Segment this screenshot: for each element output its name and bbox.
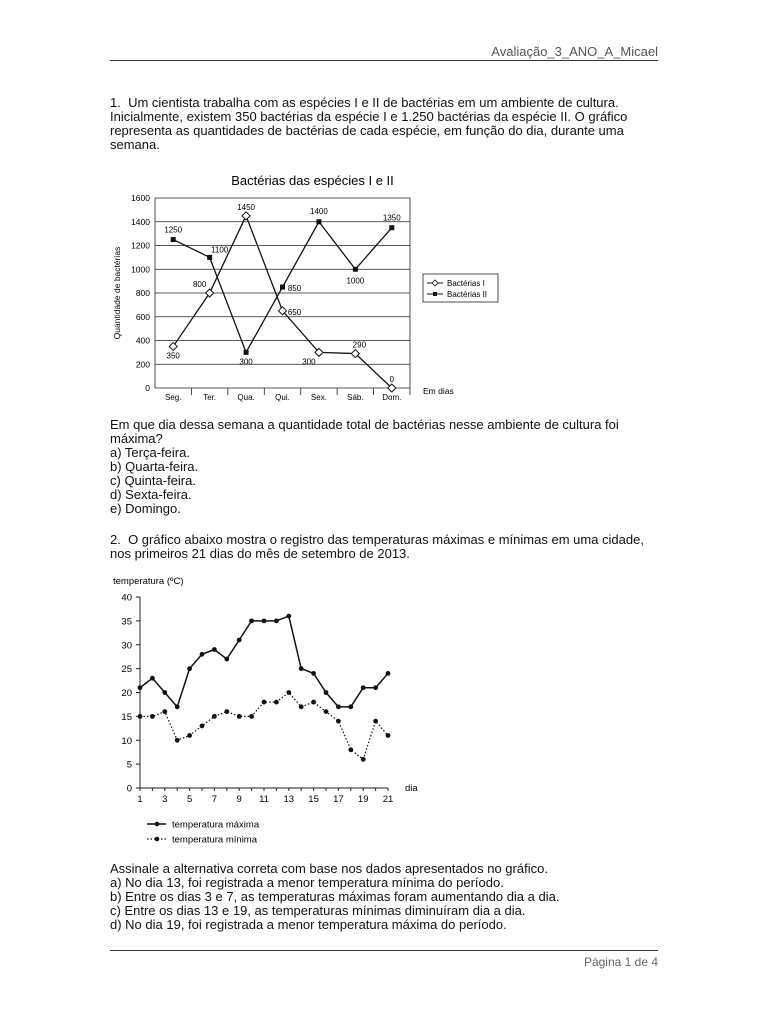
data-point-min-temperature xyxy=(175,738,180,743)
data-point-max-temperature xyxy=(187,666,192,671)
y-tick-label: 1200 xyxy=(131,240,150,251)
y-tick-label: 400 xyxy=(135,335,150,346)
q2-question-line: Assinale a alternativa correta com base nos dados apresentados no gráfico. xyxy=(110,861,548,876)
data-point-min-temperature xyxy=(249,714,254,719)
page-number: Página 1 de 4 xyxy=(583,955,658,969)
q2-line: O gráfico abaixo mostra o registro das temperaturas máximas e mínimas em uma cidade, xyxy=(128,532,644,547)
data-point-min-temperature xyxy=(162,709,167,714)
x-tick-label: Seg. xyxy=(164,393,182,402)
question-1-prompt xyxy=(110,418,658,516)
data-label: 290 xyxy=(352,340,367,350)
series-max-temperature-line xyxy=(140,616,388,707)
q1-line: Um cientista trabalha com as espécies I e II de bactérias em um ambiente de cultura. xyxy=(128,95,619,110)
q2-option-b: b) Entre os dias 3 e 7, as temperaturas máximas foram aumentando dia a dia. xyxy=(110,889,560,904)
data-point-min-temperature xyxy=(237,714,242,719)
data-point-min-temperature xyxy=(311,700,316,705)
x-tick-label: Dom. xyxy=(382,393,402,402)
data-label: 350 xyxy=(166,351,180,361)
legend-label: temperatura máxima xyxy=(172,819,260,831)
x-tick-label: Sáb. xyxy=(347,393,364,402)
data-point-bacterias-ii xyxy=(353,267,358,272)
question-2-number: 2. xyxy=(110,532,121,547)
x-tick-label: 1 xyxy=(137,794,143,805)
question-2-intro xyxy=(110,533,658,561)
data-point-min-temperature xyxy=(150,714,155,719)
data-label: 300 xyxy=(302,357,316,367)
data-point-max-temperature xyxy=(249,618,254,623)
y-tick-label: 25 xyxy=(121,664,132,676)
y-tick-label: 10 xyxy=(121,735,132,747)
data-point-bacterias-ii xyxy=(280,285,285,290)
legend-marker xyxy=(155,822,160,827)
data-point-min-temperature xyxy=(200,724,205,729)
bacteria-chart xyxy=(100,166,510,410)
data-point-min-temperature xyxy=(324,709,329,714)
q1-line: representa as quantidades de bactérias de cada espécie, em função do dia, durante uma xyxy=(110,123,624,138)
data-point-bacterias-ii xyxy=(244,350,249,355)
data-point-min-temperature xyxy=(386,733,391,738)
data-point-max-temperature xyxy=(162,690,167,695)
y-axis-label: Quantidade de bactérias xyxy=(112,246,122,340)
temperature-chart xyxy=(100,572,430,854)
q1-option-d: d) Sexta-feira. xyxy=(110,487,192,502)
data-point-max-temperature xyxy=(262,618,267,623)
data-label: 1350 xyxy=(382,213,401,223)
data-point-max-temperature xyxy=(348,704,353,709)
x-tick-label: Sex. xyxy=(310,393,327,402)
question-1-intro xyxy=(110,96,658,152)
data-point-max-temperature xyxy=(237,638,242,643)
y-tick-label: 30 xyxy=(121,640,132,652)
y-tick-label: 600 xyxy=(135,311,150,322)
data-label: 650 xyxy=(287,307,302,317)
x-tick-label: 13 xyxy=(283,794,295,805)
data-point-max-temperature xyxy=(299,666,304,671)
data-label: 1400 xyxy=(310,206,328,216)
x-tick-label: 17 xyxy=(333,794,344,805)
legend-label: temperatura mínima xyxy=(172,834,258,846)
y-tick-label: 15 xyxy=(121,711,132,723)
data-label: 800 xyxy=(192,280,207,289)
data-point-min-temperature xyxy=(348,747,353,752)
data-label: 1450 xyxy=(237,202,255,212)
q1-option-e: e) Domingo. xyxy=(110,501,181,516)
legend-marker xyxy=(433,292,437,296)
data-point-bacterias-i xyxy=(242,212,250,220)
y-tick-label: 20 xyxy=(121,688,132,699)
data-point-max-temperature xyxy=(324,690,329,695)
legend-label: Bactérias I xyxy=(447,279,485,288)
x-axis-label: Em dias xyxy=(423,386,454,396)
y-tick-label: 1400 xyxy=(131,216,150,227)
x-tick-label: 7 xyxy=(211,794,218,805)
series-bacterias-i-line xyxy=(173,216,392,388)
data-point-min-temperature xyxy=(262,700,267,705)
question-2-prompt xyxy=(110,862,658,932)
q1-question-line: máxima? xyxy=(110,431,163,446)
y-tick-label: 0 xyxy=(145,383,150,393)
x-tick-label: 11 xyxy=(259,794,269,805)
data-point-bacterias-ii xyxy=(207,255,212,260)
data-point-bacterias-ii xyxy=(316,219,321,224)
footer-divider xyxy=(110,950,658,951)
q2-line: nos primeiros 21 dias do mês de setembro de 2013. xyxy=(110,546,410,561)
data-point-max-temperature xyxy=(373,685,378,690)
data-point-min-temperature xyxy=(299,704,304,709)
data-point-max-temperature xyxy=(286,614,291,619)
legend-marker xyxy=(155,837,160,842)
y-tick-label: 40 xyxy=(121,592,132,604)
data-point-max-temperature xyxy=(212,647,217,652)
x-tick-label: 5 xyxy=(186,794,193,805)
q2-option-a: a) No dia 13, foi registrada a menor temperatura mínima do período. xyxy=(110,875,504,890)
q1-line: Inicialmente, existem 350 bactérias da espécie I e 1.250 bactérias da espécie II. O gráfico xyxy=(110,109,628,124)
data-label: 1250 xyxy=(164,225,183,235)
data-point-max-temperature xyxy=(175,704,180,709)
legend-label: Bactérias II xyxy=(447,290,488,299)
header-divider xyxy=(110,60,658,61)
y-tick-label: 800 xyxy=(135,288,150,298)
data-point-max-temperature xyxy=(361,685,366,690)
x-tick-label: Qua. xyxy=(237,393,255,402)
data-point-bacterias-i xyxy=(206,289,214,297)
data-point-min-temperature xyxy=(212,714,217,719)
y-tick-label: 1600 xyxy=(131,193,150,203)
data-label: 0 xyxy=(389,375,395,384)
data-label: 300 xyxy=(239,357,253,367)
y-tick-label: 0 xyxy=(126,783,132,795)
x-tick-label: 19 xyxy=(357,794,369,805)
x-axis-label: dia xyxy=(405,783,418,794)
data-point-max-temperature xyxy=(336,704,341,709)
q2-option-d: d) No dia 19, foi registrada a menor temperatura máxima do período. xyxy=(110,917,507,932)
data-point-min-temperature xyxy=(373,719,378,724)
x-tick-label: 15 xyxy=(308,794,319,805)
data-point-min-temperature xyxy=(224,709,229,714)
data-point-max-temperature xyxy=(274,618,279,623)
data-point-min-temperature xyxy=(336,719,341,724)
q1-line: semana. xyxy=(110,137,160,152)
data-point-min-temperature xyxy=(286,690,291,695)
q1-option-c: c) Quinta-feira. xyxy=(110,473,196,488)
data-point-bacterias-i xyxy=(169,342,177,350)
y-tick-label: 5 xyxy=(126,759,132,771)
chart-title: Bactérias das espécies I e II xyxy=(231,173,394,188)
x-tick-label: 9 xyxy=(236,794,242,805)
data-point-max-temperature xyxy=(200,652,205,657)
data-point-max-temperature xyxy=(386,671,391,676)
data-label: 1000 xyxy=(346,276,365,286)
x-tick-label: Qui. xyxy=(275,393,290,402)
data-point-max-temperature xyxy=(224,657,229,662)
data-point-min-temperature xyxy=(187,733,192,738)
data-point-min-temperature xyxy=(274,700,279,705)
data-point-min-temperature xyxy=(138,714,143,719)
data-point-bacterias-ii xyxy=(171,237,176,242)
q1-option-b: b) Quarta-feira. xyxy=(110,459,199,474)
data-point-min-temperature xyxy=(361,757,366,762)
data-point-max-temperature xyxy=(150,676,155,681)
question-1-number: 1. xyxy=(110,95,121,110)
data-point-max-temperature xyxy=(138,685,143,690)
data-label: 1100 xyxy=(211,245,229,255)
y-tick-label: 1000 xyxy=(131,264,150,275)
y-tick-label: 35 xyxy=(121,616,132,628)
y-tick-label: 200 xyxy=(135,359,150,370)
data-point-bacterias-ii xyxy=(389,225,394,230)
q1-option-a: a) Terça-feira. xyxy=(110,445,190,460)
document-title: Avaliação_3_ANO_A_Micael xyxy=(491,44,658,59)
y-axis-label: temperatura (ºC) xyxy=(113,576,184,587)
x-tick-label: Ter. xyxy=(203,393,217,402)
x-tick-label: 21 xyxy=(382,794,394,805)
q2-option-c: c) Entre os dias 13 e 19, as temperaturas mínimas diminuíram dia a dia. xyxy=(110,903,526,918)
data-point-max-temperature xyxy=(311,671,316,676)
x-tick-label: 3 xyxy=(162,794,168,805)
q1-question-line: Em que dia dessa semana a quantidade total de bactérias nesse ambiente de cultura foi xyxy=(110,417,619,432)
data-label: 850 xyxy=(287,284,302,294)
